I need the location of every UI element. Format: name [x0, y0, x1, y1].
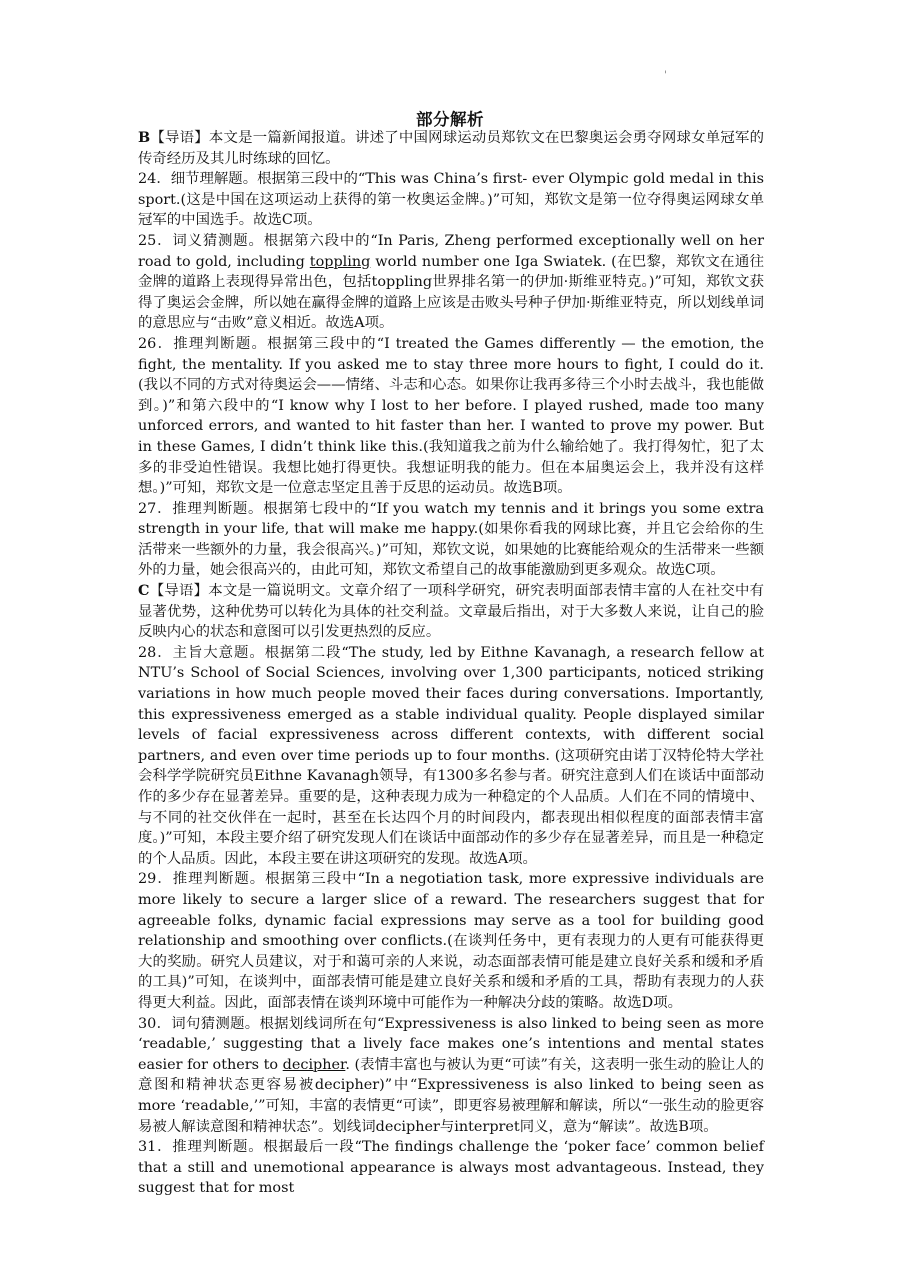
answer-28: 28．主旨大意题。根据第二段“The study, led by Eithne Kavanagh, a research fellow at NTU’s School of Social Sciences, involving over 1,300 participants, noticed striking variations in how much people moved their faces during conversations. Importantly, this expressiveness emerged as a stable individual quality. People displayed similar levels of facial expressiveness across different contexts, with different social partners, and even over time periods up to four months. (这项研究由诺丁汉特伦特大学社会科学学院研究员Eithne Kavanagh领导，有1300多名参与者。研究注意到人们在谈话中面部动作的多少存在显著差异。重要的是，这种表现力成为一种稳定的个人品质。人们在不同的情境中、与不同的社交伙伴在一起时，甚至在长达四个月的时间段内，都表现出相似程度的面部表情丰富度。)”可知，本段主要介绍了研究发现人们在谈话中面部动作的多少存在显著差异，而且是一种稳定的个人品质。因此，本段主要在讲这项研究的发现。故选A项。 [138, 644, 764, 867]
answer-text: 30．词句猜测题。根据划线词所在句“Expressiveness is also linked to being seen as more ‘readable,’ suggesting that a lively face makes one’s intentions and mental states easier for others to [138, 1015, 764, 1073]
answer-30 [138, 1014, 764, 1138]
answer-25 [138, 231, 764, 334]
answer-text: 25．词义猜测题。根据第六段中的“In Paris, Zheng performed exceptionally well on her road to gold, including [138, 232, 764, 270]
underlined-word: toppling [309, 253, 371, 270]
answer-text: . (表情丰富也与被认为更“可读”有关，这表明一张生动的脸让人的意图和精神状态更容易被decipher)”中“Expressiveness is also linked to being seen as more ‘readable,’”可知，丰富的表情更“可读”，即更容易被理解和解读，所以“一张生动的脸更容易被人解读意图和精神状态”。划线词decipher与interpret同义，意为“解读”。故选B项。 [138, 1056, 764, 1135]
answer-29: 29．推理判断题。根据第三段中“In a negotiation task, more expressive individuals are more likely to secure a larger slice of a reward. The researchers suggest that for agreeable folks, dynamic facial expressions may serve as a tool for building good relationship and smoothing over conflicts.(在谈判任务中，更有表现力的人更有可能获得更大的奖励。研究人员建议，对于和蔼可亲的人来说，动态面部表情可能是建立良好关系和缓和矛盾的工具)”可知，在谈判中，面部表情可能是建立良好关系和缓和矛盾的工具，帮助有表现力的人获得更大利益。因此，面部表情在谈判环境中可能作为一种解决分歧的策略。故选D项。 [138, 871, 764, 1011]
intro-text: 本文是一篇新闻报道。讲述了中国网球运动员郑钦文在巴黎奥运会勇夺网球女单冠军的传奇经历及其儿时练球的回忆。 [138, 130, 764, 167]
answer-24: 24．细节理解题。根据第三段中的“This was China’s first- ever Olympic gold medal in this sport.(这是中国在这项运动上获得的第一枚奥运金牌。)”可知，郑钦文是第一位夺得奥运网球女单冠军的中国选手。故选C项。 [138, 171, 764, 229]
answer-27: 27．推理判断题。根据第七段中的“If you watch my tennis and it brings you some extra strength in your life, that will make me happy.(如果你看我的网球比赛，并且它会给你的生活带来一些额外的力量，我会很高兴。)”可知，郑钦文说，如果她的比赛能给观众的生活带来一些额外的力量，她会很高兴的，由此可知，郑钦文希望自己的故事能激励到更多观众。故选C项。 [138, 500, 764, 579]
passage-c-intro [138, 581, 764, 643]
header-mark: ' [664, 70, 667, 81]
page-title: 部分解析 [416, 110, 484, 129]
underlined-word: decipher [282, 1056, 346, 1073]
answer-31: 31．推理判断题。根据最后一段“The findings challenge the ‘poker face’ common belief that a still and unemotional appearance is always most advantageous. Instead, they suggest that for most [138, 1139, 764, 1197]
intro-tag: 【导语】 [150, 130, 209, 146]
passage-b-intro [138, 128, 764, 169]
answer-text: world number one Iga Swiatek. (在巴黎，郑钦文在通往金牌的道路上表现得异常出色，包括toppling世界排名第一的伊加·斯维亚特克。)”可知，郑钦文获得了奥运会金牌，所以她在赢得金牌的道路上应该是击败头号种子伊加·斯维亚特克，所以划线单词的意思应与“击败”意义相近。故选A项。 [138, 253, 764, 332]
passage-letter: C [138, 582, 150, 600]
intro-text: 本文是一篇说明文。文章介绍了一项科学研究，研究表明面部表情丰富的人在社交中有显著优势，这种优势可以转化为具体的社交利益。文章最后指出，对于大多数人来说，让自己的脸反映内心的状态和意图可以引发更热烈的反应。 [138, 583, 764, 641]
intro-tag: 【导语】 [149, 583, 209, 600]
passage-letter: B [138, 129, 151, 146]
analysis-body [138, 128, 764, 1199]
answer-26: 26．推理判断题。根据第三段中的“I treated the Games differently — the emotion, the fight, the mentality. If you asked me to stay three more hours to fight, I could do it.(我以不同的方式对待奥运会——情绪、斗志和心态。如果你让我再多待三个小时去战斗，我也能做到。)”和第六段中的“I know why I lost to her before. I played rushed, made too many unforced errors, and wanted to hit faster than her. I wanted to prove my power. But in these Games, I didn’t think like this.(我知道我之前为什么输给她了。我打得匆忙，犯了太多的非受迫性错误。我想比她打得更快。我想证明我的能力。但在本届奥运会上，我并没有这样想。)”可知，郑钦文是一位意志坚定且善于反思的运动员。故选B项。 [138, 335, 764, 497]
